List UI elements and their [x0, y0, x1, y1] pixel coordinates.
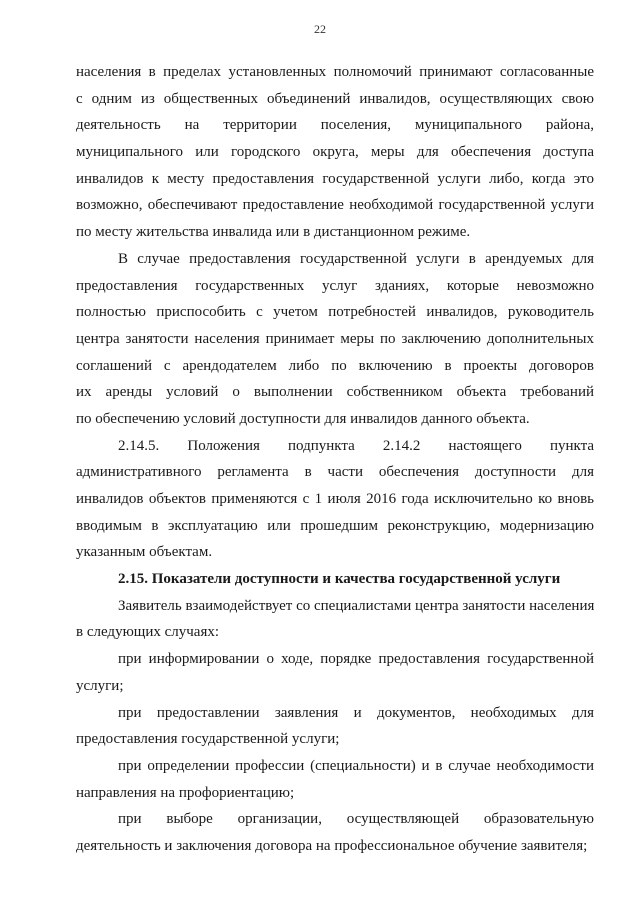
text-line: их аренды условий о выполнении собственником объекта требований: [76, 384, 594, 401]
text-line: в следующих случаях:: [76, 624, 220, 641]
text-line: муниципального или городского округа, меры для обеспечения доступа: [76, 144, 594, 161]
text-line: услуги;: [76, 677, 124, 694]
text-line: по обеспечению условий доступности для инвалидов данного объекта.: [76, 410, 530, 427]
text-line: Заявитель взаимодействует со специалистами центра занятости населения: [118, 597, 594, 614]
text-line: по месту жительства инвалида или в дистанционном режиме.: [76, 224, 471, 241]
text-line: населения в пределах установленных полномочий принимают согласованные: [76, 64, 594, 80]
text-line: при информировании о ходе, порядке предоставления государственной: [118, 651, 594, 668]
text-line: с одним из общественных объединений инвалидов, осуществляющих свою: [76, 90, 594, 107]
text-line: центра занятости населения принимает меры по заключению дополнительных: [76, 330, 594, 347]
text-line: деятельность на территории поселения, муниципального района,: [76, 117, 594, 134]
text-line: соглашений с арендодателем либо по включению в проекты договоров: [76, 357, 594, 374]
text-line: при выборе организации, осуществляющей образовательную: [118, 811, 594, 828]
text-line: деятельность и заключения договора на профессиональное обучение заявителя;: [76, 837, 588, 854]
text-line: полностью приспособить с учетом потребностей инвалидов, руководитель: [76, 304, 594, 321]
text-line: 2.14.5. Положения подпункта 2.14.2 настоящего пункта: [118, 437, 594, 454]
document-body: [76, 59, 594, 860]
text-line: возможно, обеспечивают предоставление необходимой государственной услуги: [76, 197, 594, 214]
text-line: при определении профессии (специальности) и в случае необходимости: [118, 757, 594, 774]
text-line: инвалидов к месту предоставления государственной услуги либо, когда это: [76, 170, 594, 187]
text-line: указанным объектам.: [76, 544, 213, 561]
text-line: предоставления государственных услуг зданиях, которые невозможно: [76, 277, 594, 294]
text-line: направления на профориентацию;: [76, 784, 295, 801]
text-line: административного регламента в части обеспечения доступности для: [76, 464, 594, 481]
text-line: инвалидов объектов применяются с 1 июля 2016 года исключительно ко вновь: [76, 491, 594, 507]
text-line: В случае предоставления государственной услуги в арендуемых для: [118, 250, 594, 267]
text-line: вводимым в эксплуатацию или прошедшим реконструкцию, модернизацию: [76, 517, 594, 534]
section-heading: 2.15. Показатели доступности и качества государственной услуги: [118, 571, 561, 588]
text-line: при предоставлении заявления и документов, необходимых для: [118, 704, 594, 721]
page-number: 22: [314, 22, 326, 36]
text-line: предоставления государственной услуги;: [76, 731, 340, 748]
